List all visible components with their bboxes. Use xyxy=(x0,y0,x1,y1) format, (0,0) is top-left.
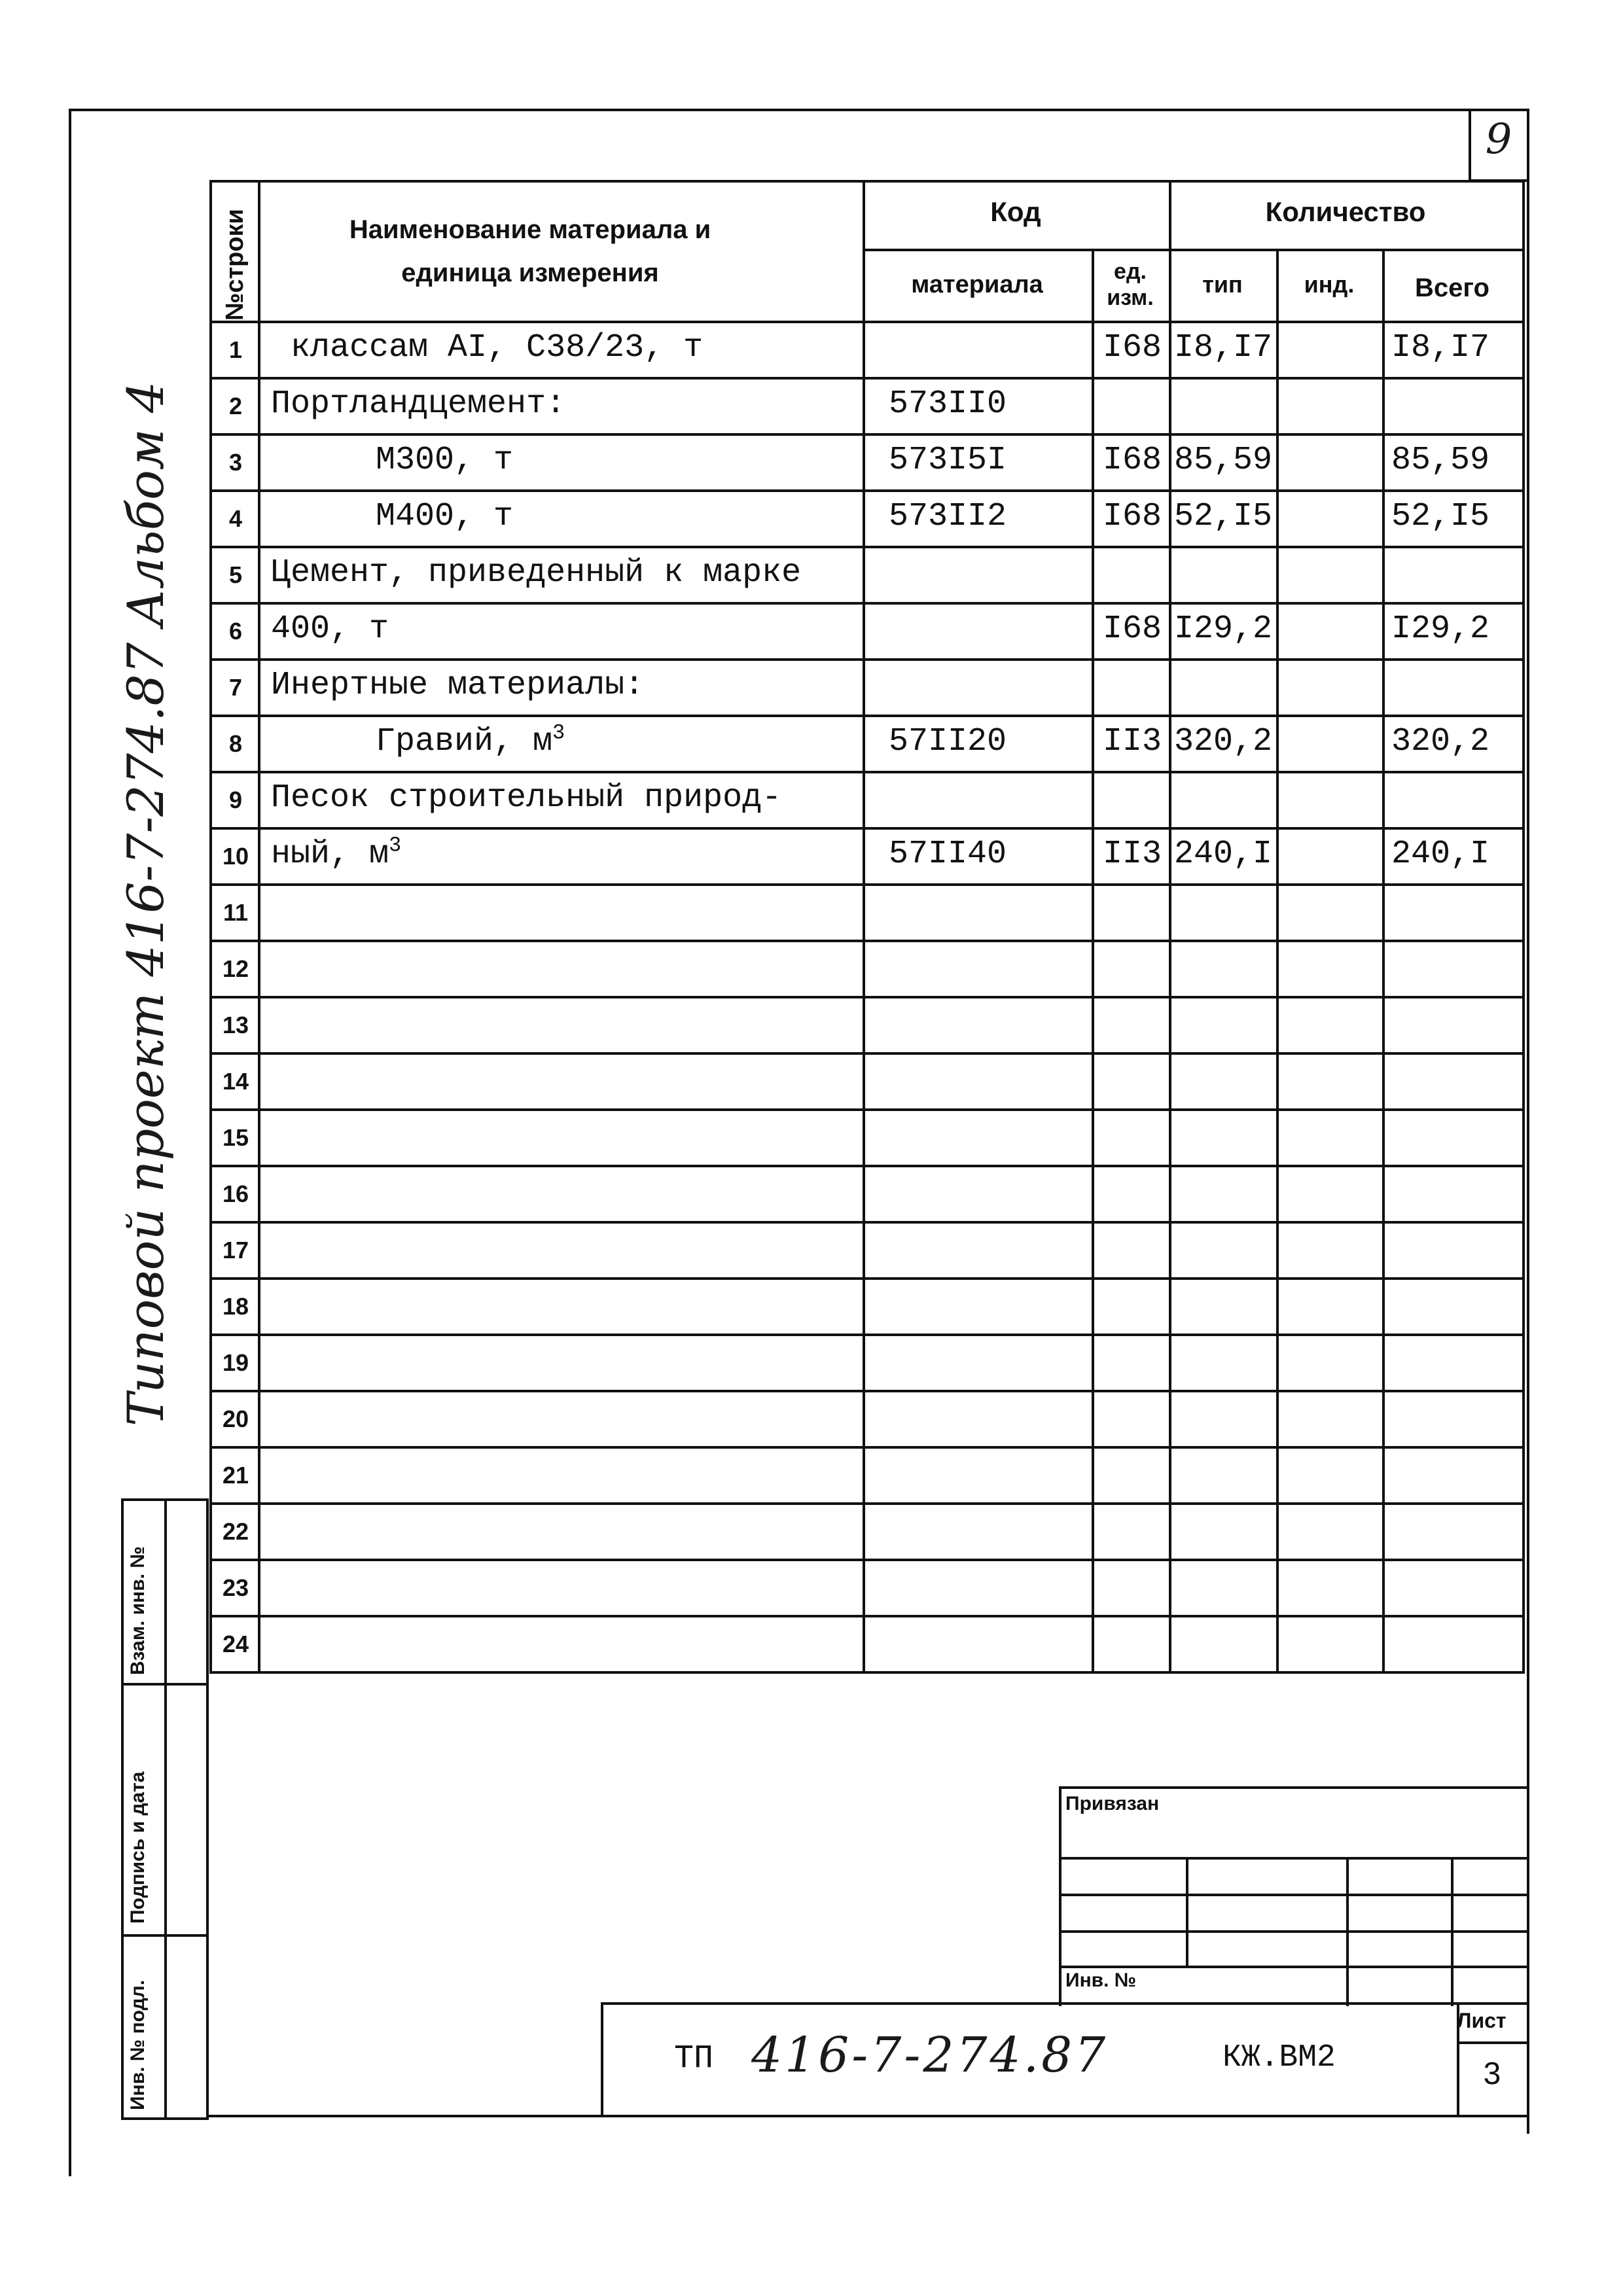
row-number: 2 xyxy=(228,393,243,419)
column-rule xyxy=(1276,249,1279,1674)
row-number: 12 xyxy=(222,955,249,982)
row-number: 19 xyxy=(222,1349,249,1376)
material-code: 57II20 xyxy=(889,723,1007,760)
row-number: 21 xyxy=(222,1462,249,1489)
unit-code: I68 xyxy=(1102,442,1162,479)
header-quantity: Количество xyxy=(1265,196,1426,227)
material-name: 400, т xyxy=(271,610,389,648)
header-q-ind: инд. xyxy=(1304,271,1355,298)
quantity-type: I8,I7 xyxy=(1174,329,1273,366)
column-rule xyxy=(1169,180,1171,1674)
material-code: 57II40 xyxy=(889,836,1007,873)
quantity-total: I8,I7 xyxy=(1391,329,1490,366)
header-code: Код xyxy=(990,196,1041,227)
material-name: ный, м xyxy=(271,836,389,873)
unit-superscript: 3 xyxy=(389,833,402,858)
row-number: 20 xyxy=(222,1405,249,1432)
row-rule xyxy=(209,1333,1525,1336)
stamp-label-signature: Подпись и дата xyxy=(127,1771,149,1924)
material-code: 573I5I xyxy=(889,442,1007,479)
material-name-cell xyxy=(271,546,801,601)
row-number: 6 xyxy=(228,618,243,645)
inv-no-label: Инв. № xyxy=(1065,1969,1137,1991)
unit-code: II3 xyxy=(1102,836,1162,873)
row-rule xyxy=(209,1671,1525,1674)
doc-number: 416-7-274.87 xyxy=(751,2027,1109,2083)
quantity-type: 52,I5 xyxy=(1174,498,1273,535)
material-name-cell xyxy=(291,321,703,376)
material-code: 573II0 xyxy=(889,385,1007,423)
header-subrule-code xyxy=(863,249,1525,251)
row-rule xyxy=(209,827,1525,830)
row-number: 22 xyxy=(222,1518,249,1545)
quantity-type: 85,59 xyxy=(1174,442,1273,479)
material-code: 573II2 xyxy=(889,498,1007,535)
material-name-cell xyxy=(271,602,389,657)
stamp-label-inv: Инв. № подл. xyxy=(127,1979,149,2110)
privyazan-label: Привязан xyxy=(1065,1793,1160,1814)
table-top-rule xyxy=(209,180,1525,183)
header-q-total: Всего xyxy=(1415,274,1489,302)
quantity-type: 320,2 xyxy=(1174,723,1273,760)
material-name: Инертные материалы: xyxy=(271,667,645,704)
row-number: 5 xyxy=(228,561,243,588)
row-number: 18 xyxy=(222,1293,249,1320)
material-name-cell xyxy=(271,377,565,432)
column-rule xyxy=(1382,249,1385,1674)
column-rule xyxy=(1092,249,1094,1674)
material-name-cell xyxy=(376,433,513,488)
unit-code: I68 xyxy=(1102,329,1162,366)
header-row-no: №строки xyxy=(221,209,249,321)
row-rule xyxy=(209,940,1525,942)
material-name-cell xyxy=(271,658,644,713)
row-number: 9 xyxy=(228,786,243,813)
row-number: 10 xyxy=(222,843,249,870)
stamp-label-replace: Взам. инв. № xyxy=(127,1546,149,1675)
page-number: 9 xyxy=(1485,115,1512,164)
material-name: Портландцемент: xyxy=(271,385,566,423)
row-number: 3 xyxy=(228,449,243,476)
binder-project-line: Типовой проект 416-7-274.87 Альбом 4 xyxy=(116,381,175,1426)
header-name: Наименование материала и единица измерения xyxy=(349,215,711,287)
row-number: 17 xyxy=(222,1237,249,1263)
row-rule xyxy=(209,1390,1525,1392)
row-rule xyxy=(209,1615,1525,1617)
row-rule xyxy=(209,1446,1525,1449)
quantity-type: I29,2 xyxy=(1174,610,1273,648)
doc-suffix: КЖ.ВМ2 xyxy=(1222,2040,1336,2075)
material-name: Гравий, м xyxy=(376,723,553,760)
row-number: 14 xyxy=(222,1068,249,1095)
material-name-cell xyxy=(376,489,513,544)
row-rule xyxy=(209,1108,1525,1111)
row-number: 7 xyxy=(228,674,243,701)
row-number: 1 xyxy=(228,336,243,363)
material-name: классам AI, C38/23, т xyxy=(291,329,704,366)
row-rule xyxy=(209,1559,1525,1561)
material-name-cell xyxy=(376,715,565,769)
row-rule xyxy=(209,996,1525,998)
material-name-cell xyxy=(271,827,401,882)
quantity-total: 240,I xyxy=(1391,836,1490,873)
material-name: М400, т xyxy=(376,498,514,535)
unit-code: I68 xyxy=(1102,610,1162,648)
row-number: 16 xyxy=(222,1180,249,1207)
row-rule xyxy=(209,1502,1525,1505)
quantity-type: 240,I xyxy=(1174,836,1273,873)
unit-superscript: 3 xyxy=(552,720,565,745)
material-name: Цемент, приведенный к марке xyxy=(271,554,802,592)
material-name-cell xyxy=(271,771,781,826)
column-rule xyxy=(863,180,865,1674)
row-rule xyxy=(209,883,1525,886)
column-rule xyxy=(1522,180,1525,1674)
row-number: 4 xyxy=(228,505,243,532)
unit-code: II3 xyxy=(1102,723,1162,760)
header-code-unit: ед. изм. xyxy=(1107,259,1154,310)
unit-code: I68 xyxy=(1102,498,1162,535)
quantity-total: 52,I5 xyxy=(1391,498,1490,535)
row-number: 11 xyxy=(223,899,249,926)
header-code-material: материала xyxy=(911,271,1043,298)
row-number: 13 xyxy=(222,1012,249,1038)
row-number: 24 xyxy=(222,1631,249,1657)
row-rule xyxy=(209,1221,1525,1224)
row-number: 8 xyxy=(228,730,243,757)
header-q-type: тип xyxy=(1202,271,1243,298)
row-rule xyxy=(209,1052,1525,1055)
quantity-total: 320,2 xyxy=(1391,723,1490,760)
row-rule xyxy=(209,602,1525,605)
row-number: 23 xyxy=(222,1574,249,1601)
material-name: Песок строительный природ- xyxy=(271,779,782,817)
row-rule xyxy=(209,1277,1525,1280)
quantity-total: 85,59 xyxy=(1391,442,1490,479)
row-number: 15 xyxy=(222,1124,249,1151)
sheet-number: 3 xyxy=(1483,2057,1501,2091)
material-name: М300, т xyxy=(376,442,514,479)
row-rule xyxy=(209,1165,1525,1167)
quantity-total: I29,2 xyxy=(1391,610,1490,648)
sheet-label: Лист xyxy=(1457,2009,1507,2032)
doc-prefix: ТП xyxy=(674,2040,714,2077)
